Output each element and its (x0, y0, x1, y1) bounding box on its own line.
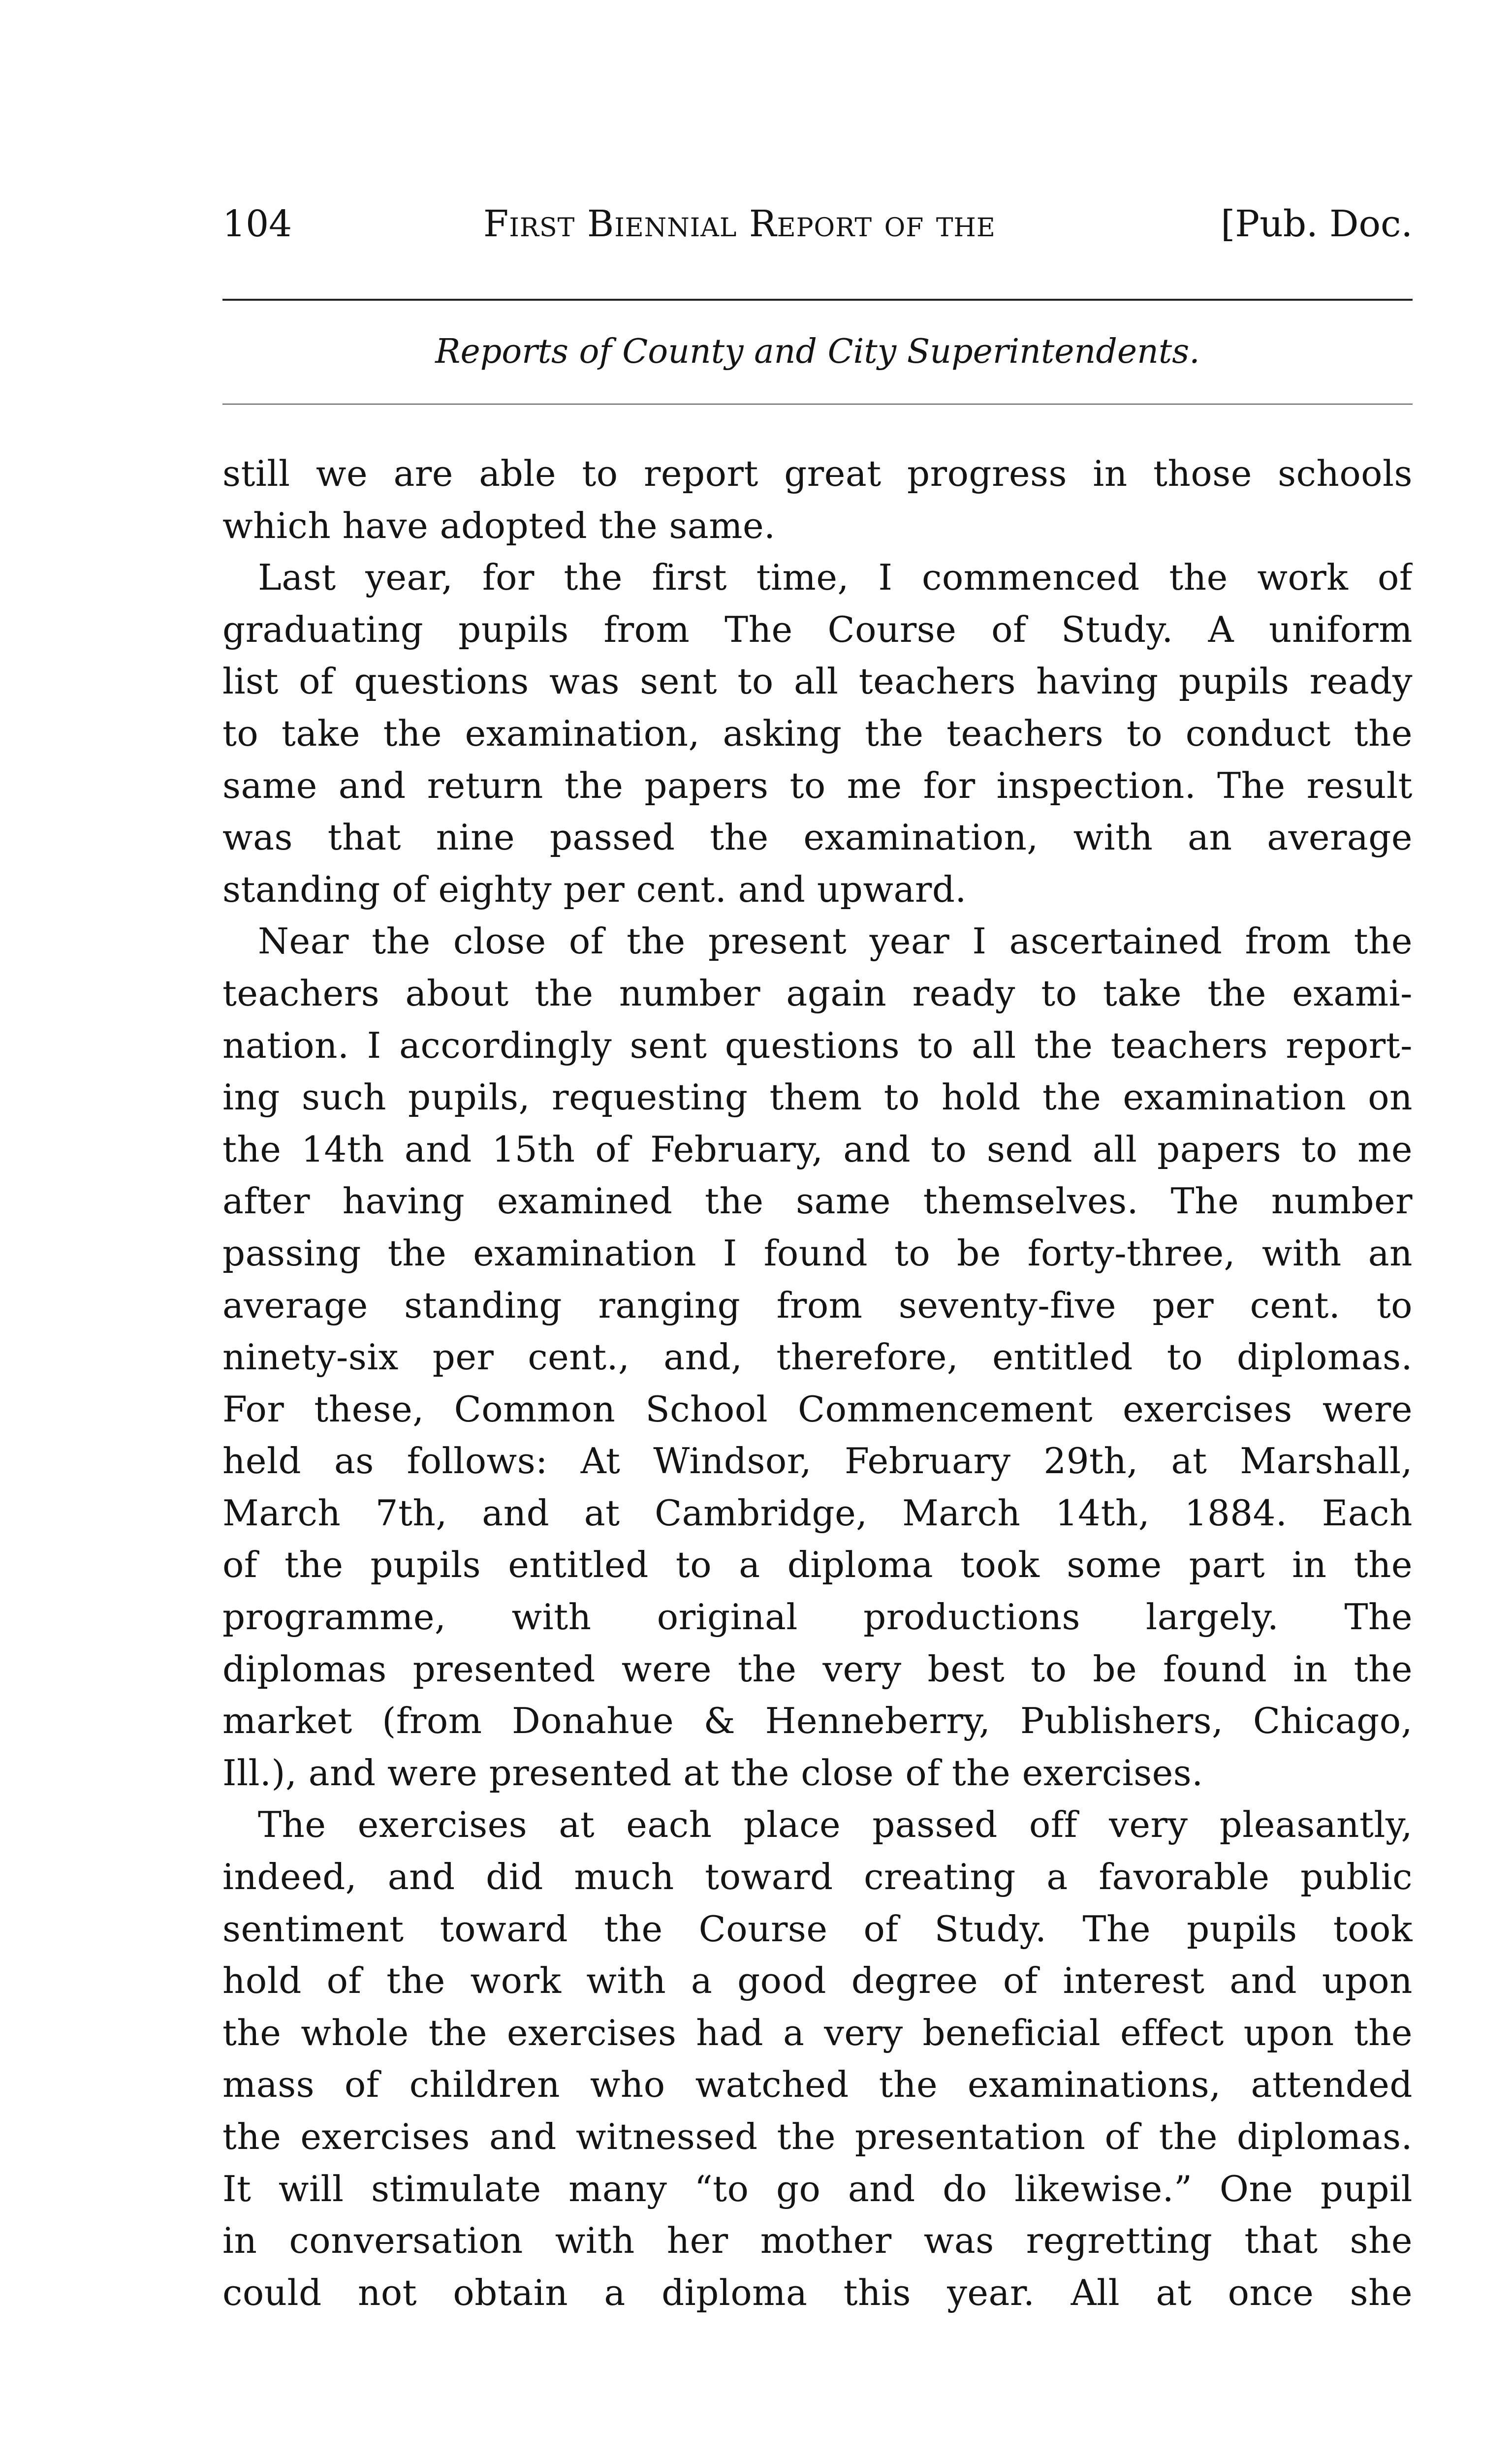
section-header: Reports of County and City Superintendents. (435, 332, 1200, 371)
text-line: The exercises at each place passed off very pleasantly, (258, 1804, 1413, 1846)
body-text (222, 448, 1413, 2319)
text-line: Near the close of the present year I ascertained from the (258, 920, 1413, 962)
text-line: the whole the exercises had a very beneficial effect upon the (222, 2012, 1413, 2053)
text-line: hold of the work with a good degree of interest and upon (222, 1960, 1413, 2002)
text-line: same and return the papers to me for inspection. The result (222, 764, 1413, 806)
text-line: ninety-six per cent., and, therefore, entitled to diplomas. (222, 1336, 1413, 1378)
text-line: graduating pupils from The Course of Study. A uniform (222, 608, 1413, 650)
text-line: nation. I accordingly sent questions to all the teachers report- (222, 1024, 1413, 1066)
text-line: standing of eighty per cent. and upward. (222, 868, 967, 910)
header-rule-bottom (222, 404, 1413, 405)
text-line: ing such pupils, requesting them to hold the examination on (222, 1076, 1413, 1118)
text-line: to take the examination, asking the teachers to conduct the (222, 712, 1413, 754)
text-line: sentiment toward the Course of Study. The pupils took (222, 1908, 1413, 1950)
text-line: indeed, and did much toward creating a favorable public (222, 1856, 1413, 1898)
text-line: the 14th and 15th of February, and to send all papers to me (222, 1128, 1413, 1170)
text-line: diplomas presented were the very best to be found in the (222, 1648, 1413, 1690)
page-number: 104 (222, 203, 292, 245)
text-line: list of questions was sent to all teachers having pupils ready (222, 661, 1413, 702)
text-line: was that nine passed the examination, with an average (222, 817, 1413, 858)
text-line: after having examined the same themselves. The number (222, 1180, 1413, 1222)
header-rule-top (222, 299, 1413, 301)
text-line: March 7th, and at Cambridge, March 14th, 1884. Each (222, 1492, 1413, 1534)
text-line: programme, with original productions largely. The (222, 1596, 1413, 1638)
text-line: market (from Donahue & Henneberry, Publishers, Chicago, (222, 1700, 1413, 1742)
text-line: teachers about the number again ready to take the exami- (222, 972, 1413, 1014)
document-label: [Pub. Doc. (1221, 203, 1413, 245)
header-title: First Biennial Report of the (483, 203, 996, 245)
text-line: For these, Common School Commencement exercises were (222, 1388, 1413, 1430)
text-line: still we are able to report great progress in those schools (222, 453, 1413, 494)
text-line: average standing ranging from seventy-five per cent. to (222, 1284, 1413, 1326)
running-header (222, 197, 1413, 251)
text-line: passing the examination I found to be forty-three, with an (222, 1232, 1413, 1274)
text-line: of the pupils entitled to a diploma took some part in the (222, 1544, 1413, 1586)
text-line: held as follows: At Windsor, February 29th, at Marshall, (222, 1440, 1413, 1482)
text-line: which have adopted the same. (222, 505, 776, 546)
text-line: could not obtain a diploma this year. All at once she (222, 2272, 1413, 2313)
text-line: the exercises and witnessed the presentation of the diplomas. (222, 2116, 1413, 2157)
text-line: Last year, for the first time, I commenced the work of (258, 557, 1413, 599)
text-line: in conversation with her mother was regretting that she (222, 2220, 1413, 2262)
text-line: It will stimulate many “to go and do likewise.” One pupil (222, 2168, 1413, 2209)
text-line: mass of children who watched the examinations, attended (222, 2064, 1413, 2106)
text-line: Ill.), and were presented at the close of the exercises. (222, 1752, 1203, 1794)
